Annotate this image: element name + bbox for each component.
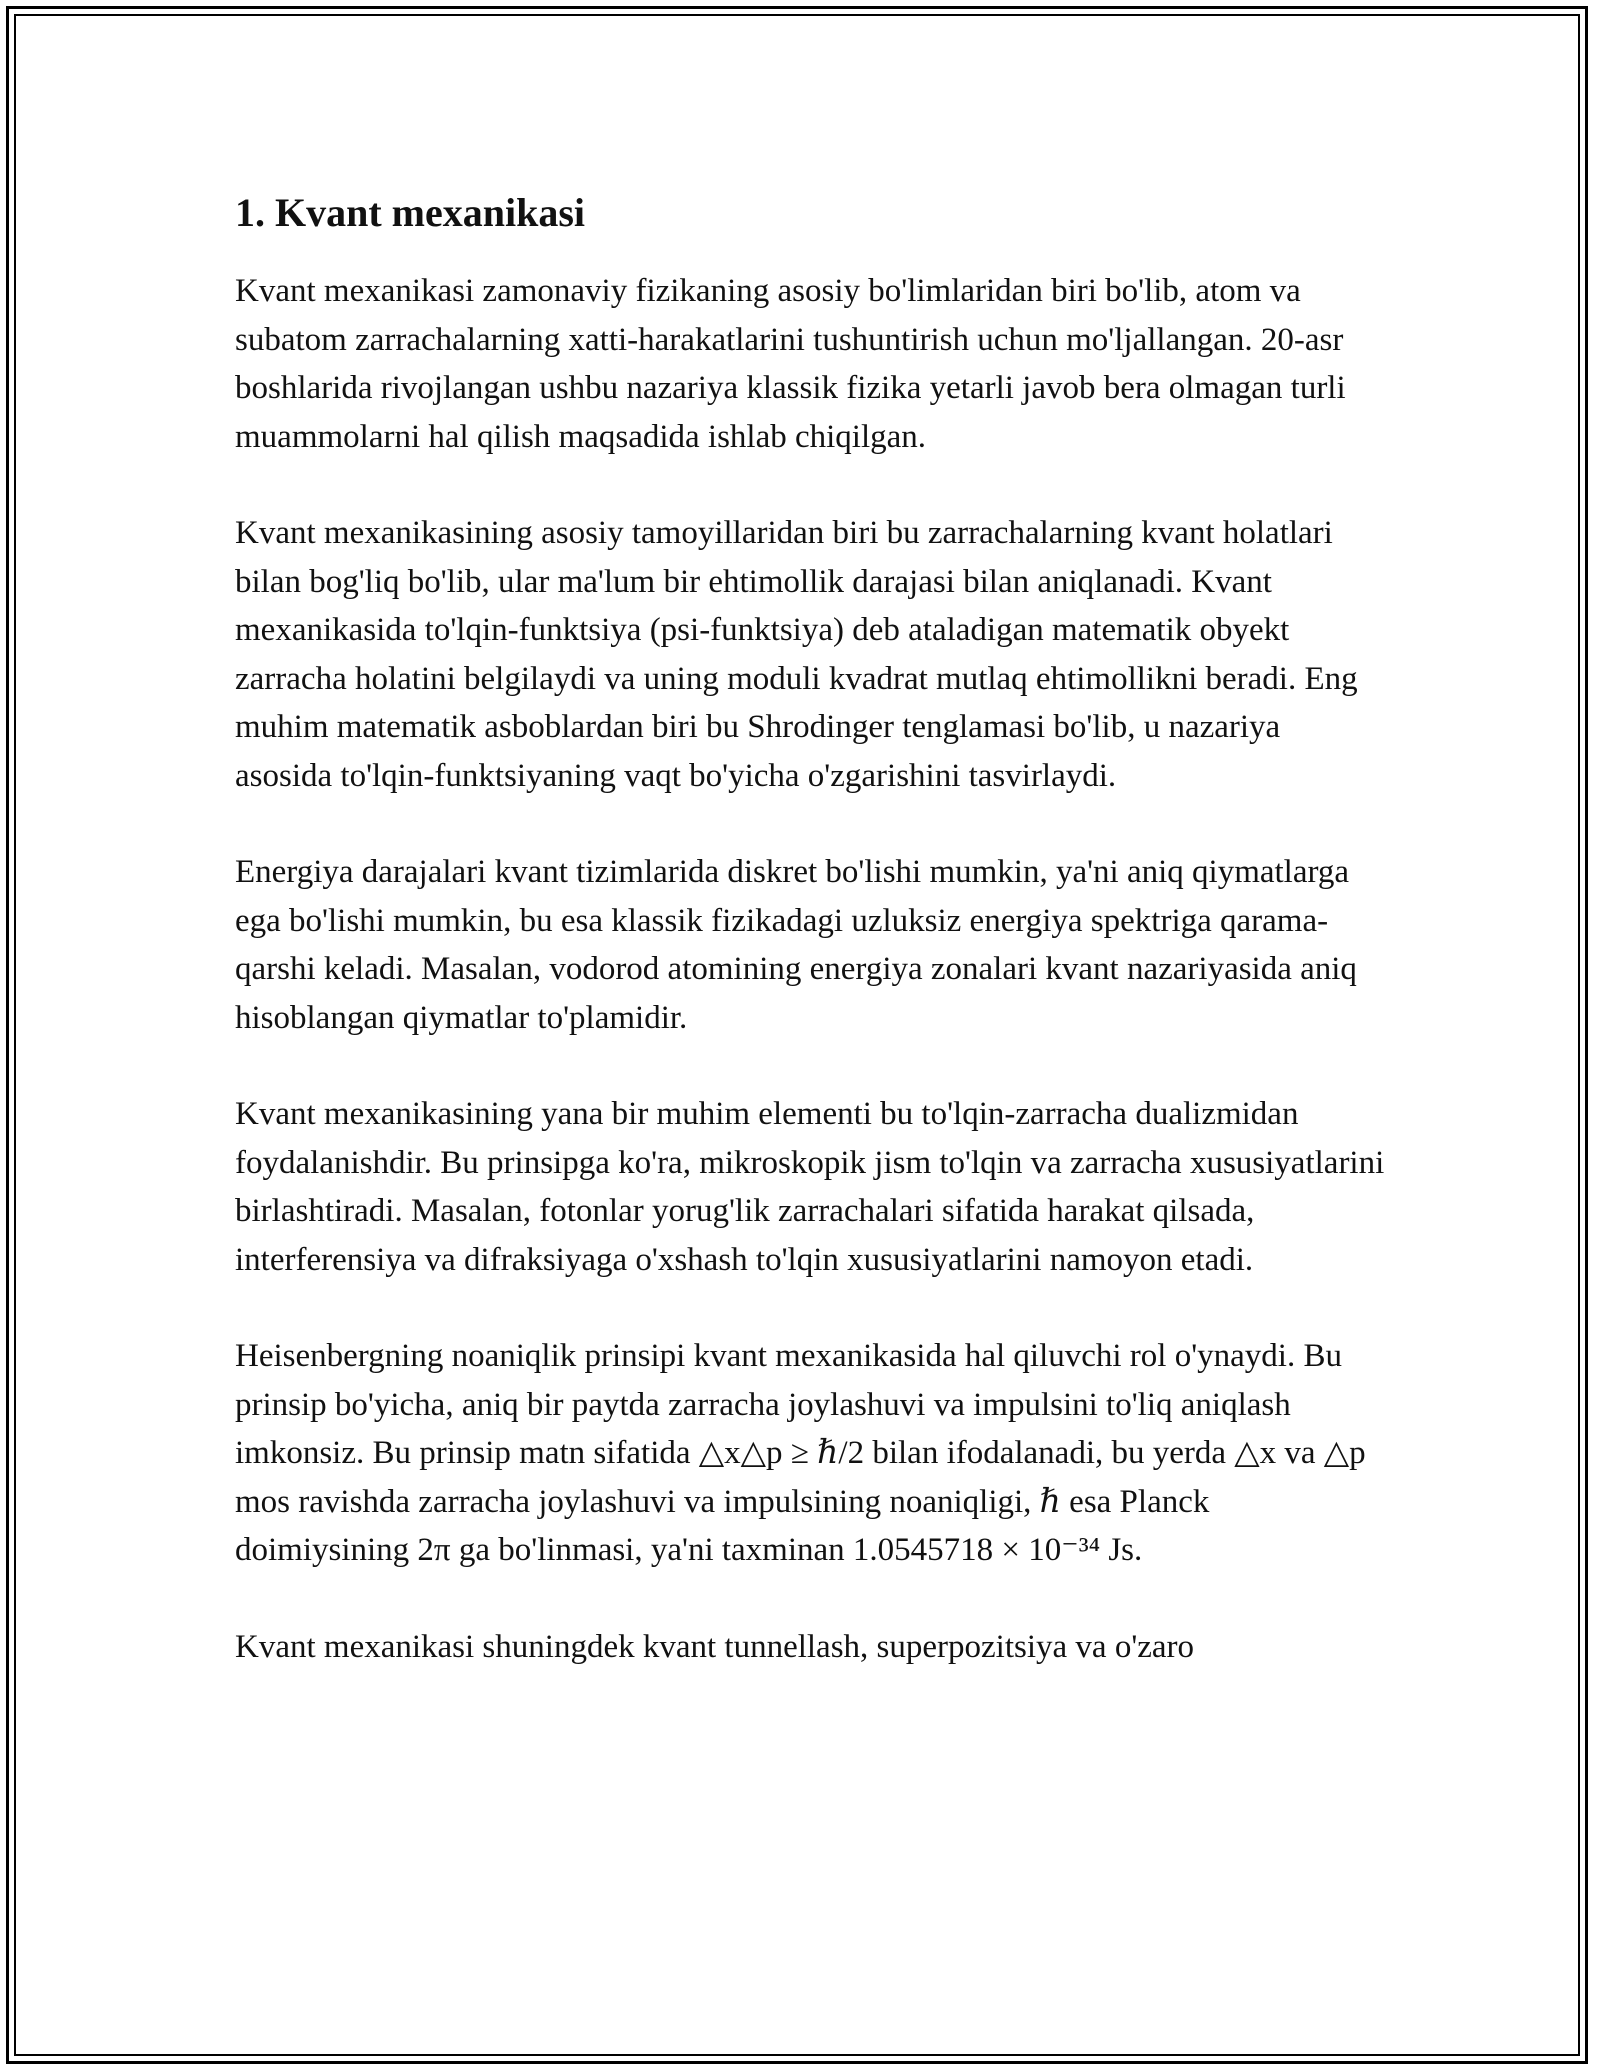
paragraph-introduction: Kvant mexanikasi zamonaviy fizikaning asosiy bo'limlaridan biri bo'lib, atom va subatom zarrachalarning xatti-harakatlarini tushuntirish uchun mo'ljallangan. 20-asr boshlarida rivojlangan ushbu nazariya klassik fizika yetarli javob bera olmagan turli muammolarni hal qilish maqsadida ishlab chiqilgan. (235, 273, 1346, 455)
paragraph-energy-levels: Energiya darajalari kvant tizimlarida diskret bo'lishi mumkin, ya'ni aniq qiymatlarga ega bo'lishi mumkin, bu esa klassik fizikadagi uzluksiz energiya spektriga qarama-qarshi keladi. Masalan, vodorod atomining energiya zonalari kvant nazariyasida aniq hisoblangan qiymatlar to'plamidir. (235, 854, 1357, 1036)
paragraph-continuation: Kvant mexanikasi shuningdek kvant tunnellash, superpozitsiya va o'zaro (235, 1628, 1195, 1665)
paragraph-wave-particle-duality: Kvant mexanikasining yana bir muhim elementi bu to'lqin-zarracha dualizmidan foydalanishdir. Bu prinsipga ko'ra, mikroskopik jism to'lqin va zarracha xususiyatlarini birlashtiradi. Masalan, fotonlar yorug'lik zarrachalari sifatida harakat qilsada, interferensiya va difraksiyaga o'xshash to'lqin xususiyatlarini namoyon etadi. (235, 1096, 1385, 1278)
document-body (235, 185, 1385, 1719)
paragraph-uncertainty-principle: Heisenbergning noaniqlik prinsipi kvant mexanikasida hal qiluvchi rol o'ynaydi. Bu prinsip bo'yicha, aniq bir paytda zarracha joylashuvi va impulsini to'liq aniqlash imkonsiz. Bu prinsip matn sifatida △x△p ≥ ℏ/2 bilan ifodalanadi, bu yerda △x va △p mos ravishda zarracha joylashuvi va impulsining noaniqligi, ℏ esa Planck doimiysining 2π ga bo'linmasi, ya'ni taxminan 1.0545718 × 10⁻³⁴ Js. (235, 1338, 1366, 1568)
section-title: 1. Kvant mexanikasi (235, 190, 586, 235)
paragraph-quantum-states: Kvant mexanikasining asosiy tamoyillaridan biri bu zarrachalarning kvant holatlari bilan bog'liq bo'lib, ular ma'lum bir ehtimollik darajasi bilan aniqlanadi. Kvant mexanikasida to'lqin-funktsiya (psi-funktsiya) deb ataladigan matematik obyekt zarracha holatini belgilaydi va uning moduli kvadrat mutlaq ehtimollikni beradi. Eng muhim matematik asboblardan biri bu Shrodinger tenglamasi bo'lib, u nazariya asosida to'lqin-funktsiyaning vaqt bo'yicha o'zgarishini tasvirlaydi. (235, 515, 1358, 794)
